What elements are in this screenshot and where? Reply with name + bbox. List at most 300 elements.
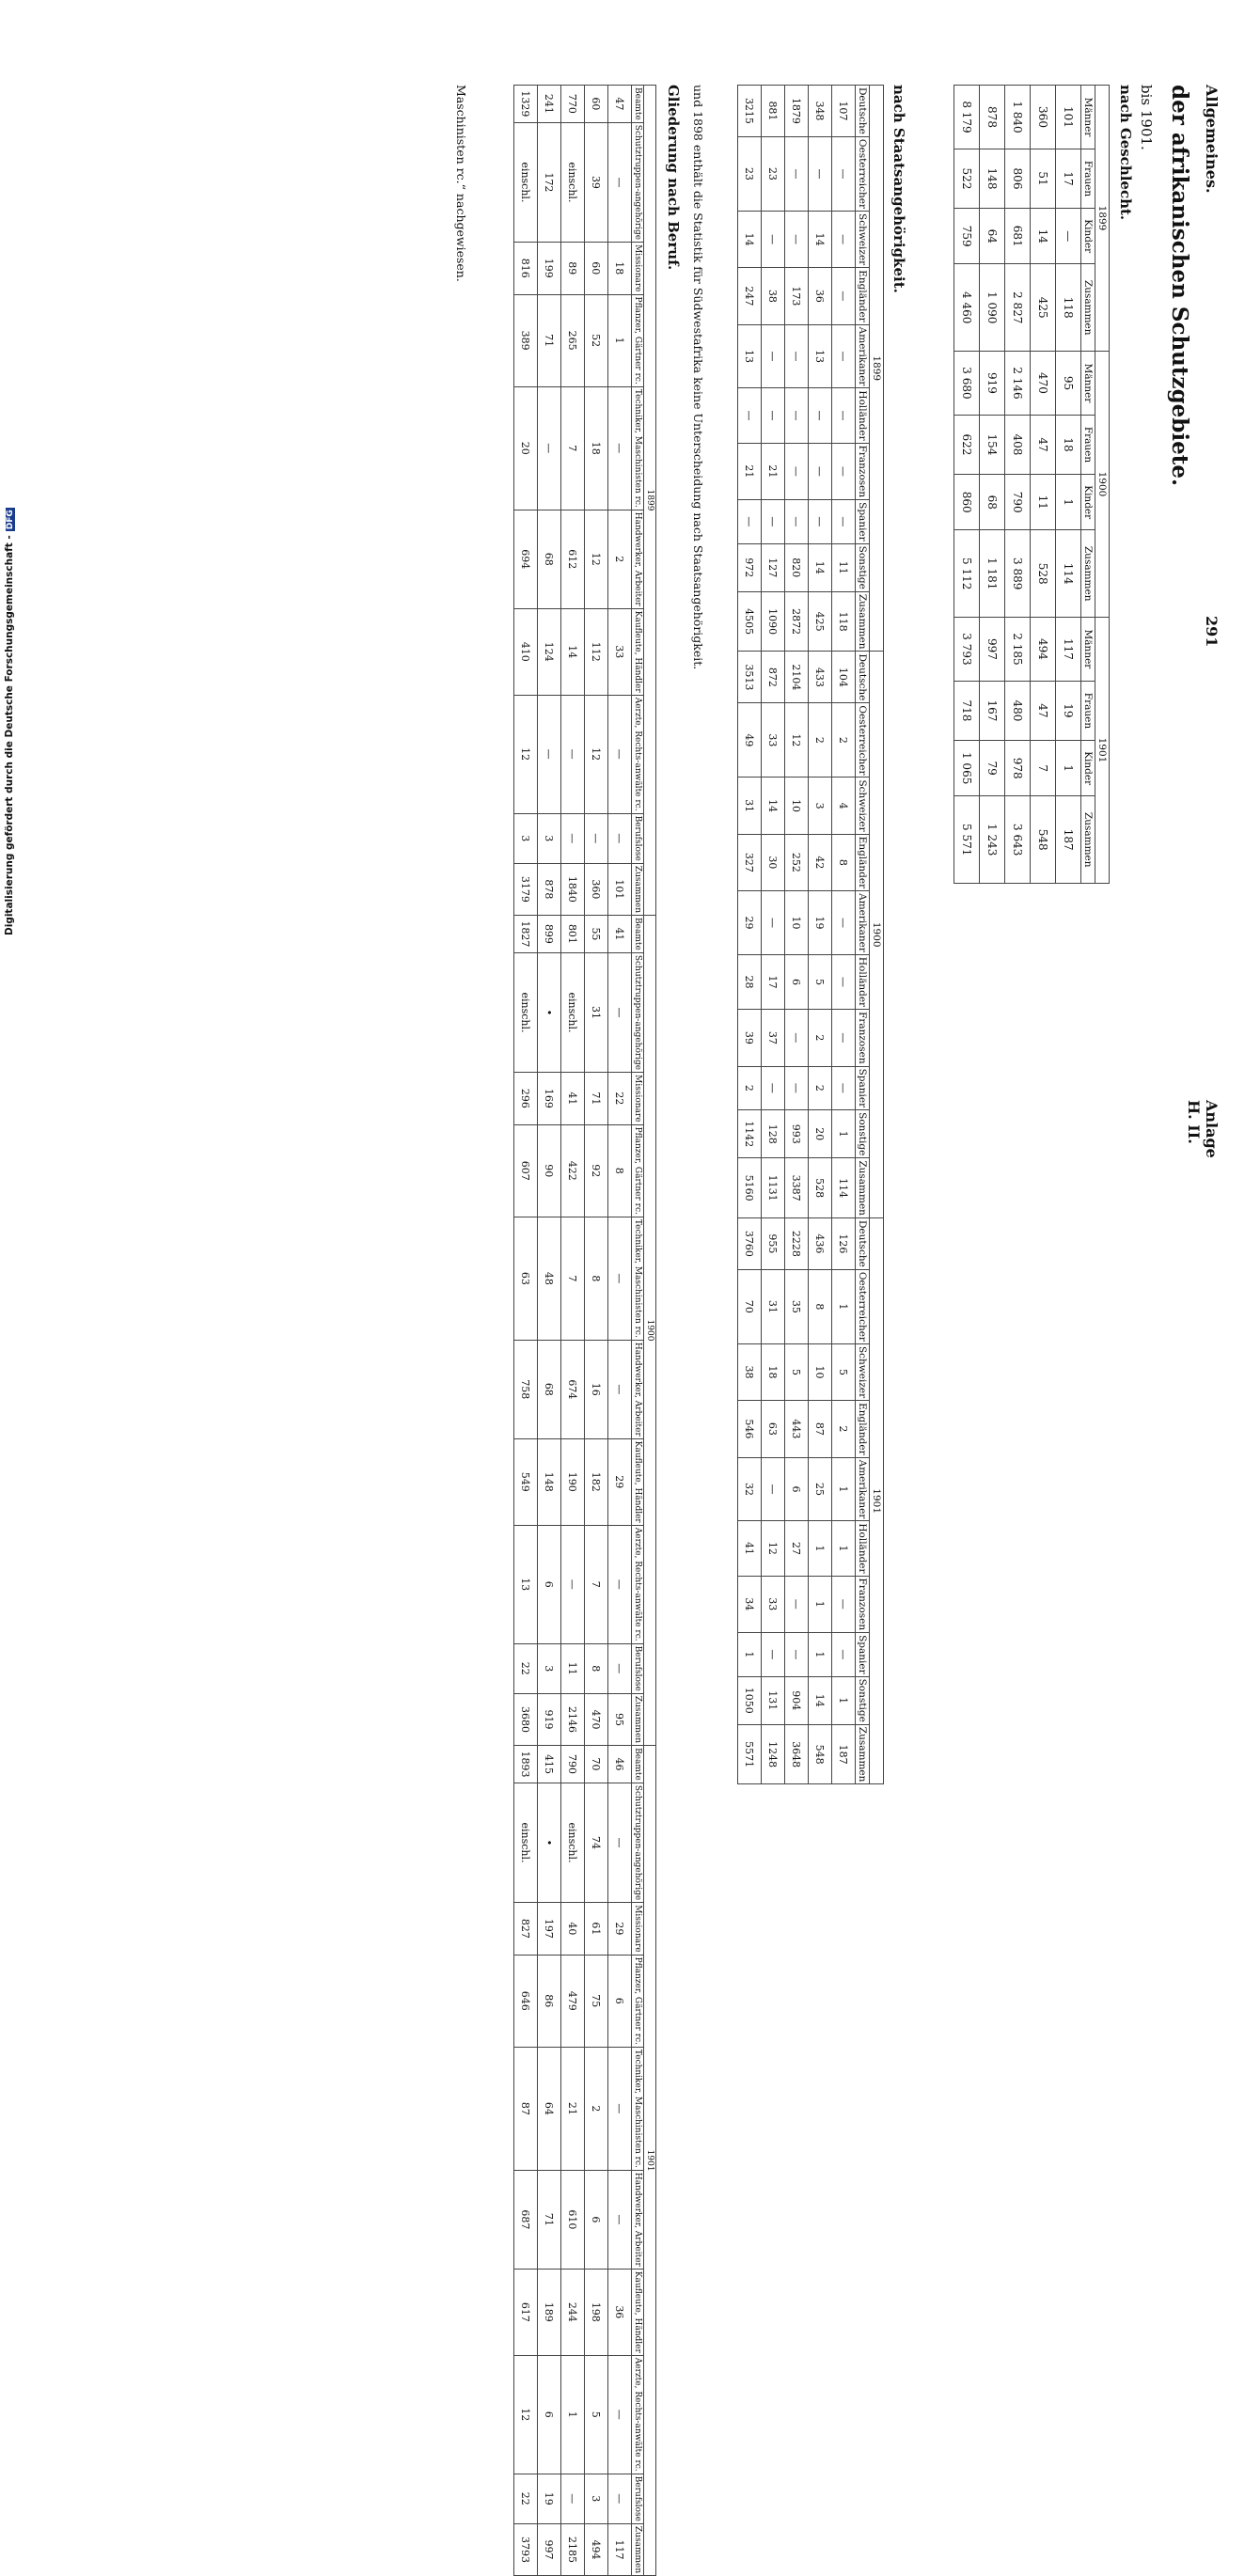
table-cell: 64 (538, 2047, 561, 2170)
table-cell: 13 (738, 324, 762, 388)
table-cell: — (832, 443, 856, 500)
table-cell: 41 (608, 916, 632, 953)
year-header: 1900 (870, 652, 884, 1217)
table-cell: 87 (514, 2047, 538, 2170)
column-header: Spanier (856, 500, 870, 544)
column-header: Schutztruppen-angehörige (632, 952, 644, 1072)
table-cell: 128 (762, 1110, 785, 1158)
column-header: Zusammen (632, 1693, 644, 1745)
table-row (738, 86, 762, 1784)
table-cell: 10 (809, 1343, 832, 1400)
table-cell: 14 (809, 1676, 832, 1724)
table-cell: 878 (538, 863, 561, 915)
table-cell: 17 (762, 954, 785, 1009)
table-cell: — (832, 324, 856, 388)
column-header: Schweizer (856, 212, 870, 268)
table-cell: 2872 (785, 591, 809, 652)
table-cell: 71 (538, 2170, 561, 2269)
table-cell: 758 (514, 1340, 538, 1438)
table-cell: 60 (585, 86, 608, 123)
table-cell: 71 (538, 294, 561, 386)
table-cell: 28 (738, 954, 762, 1009)
table-cell: 1 (1056, 474, 1081, 530)
table-cell: 816 (514, 243, 538, 294)
table-cell: 47 (1031, 681, 1056, 740)
table-cell: — (832, 954, 856, 1009)
table-cell: 801 (561, 916, 585, 953)
column-header: Berufslose (632, 1643, 644, 1693)
table-cell: 389 (514, 294, 538, 386)
table-cell: 470 (1031, 351, 1056, 415)
table-cell: 11 (561, 1643, 585, 1693)
table-cell: 2 (809, 1010, 832, 1067)
table-cell: 3 680 (954, 351, 980, 415)
section-sex-title: nach Geschlecht. (1117, 85, 1134, 221)
table-cell: — (832, 500, 856, 544)
table-cell: einschl. (514, 1783, 538, 1902)
table-cell: 112 (585, 608, 608, 695)
table-cell: 7 (561, 386, 585, 510)
table-cell: 348 (809, 86, 832, 137)
table-cell: 19 (538, 2474, 561, 2523)
year-header: 1901 (644, 1746, 656, 2576)
table-cell: 860 (954, 474, 980, 530)
table-cell: 118 (832, 591, 856, 652)
table-cell: 1 (809, 1521, 832, 1576)
table-cell: 425 (809, 591, 832, 652)
table-cell: 2 (809, 1066, 832, 1110)
table-cell: 5 (785, 1343, 809, 1400)
table-cell: 1 065 (954, 740, 980, 796)
table-cell: 19 (1056, 681, 1081, 740)
header-left: Allgemeines. (1203, 85, 1221, 194)
column-header: Sonstige (856, 1110, 870, 1158)
table-cell: — (832, 1066, 856, 1110)
column-header: Techniker, Maschinisten rc. (632, 2047, 644, 2170)
table-cell: 11 (1031, 474, 1056, 530)
table-cell: 820 (785, 543, 809, 591)
table-cell: 4505 (738, 591, 762, 652)
table-cell: 8 (585, 1217, 608, 1340)
table-cell: 79 (980, 740, 1005, 796)
table-cell: 104 (832, 652, 856, 703)
table-cell: 14 (738, 212, 762, 268)
table-cell: 29 (608, 1903, 632, 1955)
note-1898: und 1898 enthält die Statistik für Südwestafrika keine Unterscheidung nach Staatsangehörigkeit. (691, 85, 705, 670)
table-cell: 33 (762, 703, 785, 778)
table-cell: 2 (585, 2047, 608, 2170)
table-cell: 48 (538, 1217, 561, 1340)
table-cell: 107 (832, 86, 856, 137)
table-cell: 40 (561, 1903, 585, 1955)
year-header: 1900 (1095, 351, 1110, 617)
table-cell: 169 (538, 1073, 561, 1124)
table-cell: 16 (585, 1340, 608, 1438)
table-cell: 790 (561, 1746, 585, 1783)
table-cell: 61 (585, 1903, 608, 1955)
table-cell: 904 (785, 1676, 809, 1724)
table-cell: 3387 (785, 1158, 809, 1218)
table-cell: — (561, 695, 585, 813)
table-cell: 21 (738, 443, 762, 500)
table-cell: 114 (1056, 530, 1081, 617)
column-header: Aerzte, Rechts-anwälte rc. (632, 2355, 644, 2474)
table-cell: — (762, 1066, 785, 1110)
table-cell: 408 (1005, 415, 1031, 474)
table-cell: — (785, 388, 809, 443)
table-cell: 14 (809, 212, 832, 268)
column-header: Zusammen (856, 1158, 870, 1218)
table-cell: 86 (538, 1955, 561, 2047)
column-header: Holländer (856, 1521, 870, 1576)
table-cell: 36 (608, 2269, 632, 2355)
table-cell: — (762, 1457, 785, 1521)
table-cell: 34 (738, 1576, 762, 1633)
column-header: Oesterreicher (856, 1269, 870, 1343)
table-cell: 1 (1056, 740, 1081, 796)
table-row (762, 86, 785, 1784)
column-header: Sonstige (856, 543, 870, 591)
table-cell: — (585, 813, 608, 863)
footer-text: Digitalisierung gefördert durch die Deutsche Forschungsgemeinschaft - (4, 535, 15, 935)
column-header: Zusammen (856, 591, 870, 652)
table-cell: 6 (585, 2170, 608, 2269)
page-title: der afrikanischen Schutzgebiete. (1167, 85, 1192, 487)
column-header: Beamte (632, 916, 644, 953)
column-header: Frauen (1081, 681, 1095, 740)
table-cell: einschl. (561, 122, 585, 242)
table-cell: 4 (832, 778, 856, 834)
table-cell: — (785, 212, 809, 268)
table-cell: 1 (832, 1269, 856, 1343)
column-header: Zusammen (1081, 530, 1095, 617)
table-cell: 68 (980, 474, 1005, 530)
table-cell: 52 (585, 294, 608, 386)
column-header: Holländer (856, 388, 870, 443)
table-cell: einschl. (514, 952, 538, 1072)
table-cell: 148 (980, 149, 1005, 209)
table-cell: — (785, 500, 809, 544)
table-cell: 2 (832, 1401, 856, 1457)
column-header: Zusammen (1081, 264, 1095, 351)
table-row (514, 86, 538, 2576)
column-header: Deutsche (856, 86, 870, 137)
table-cell: — (762, 1633, 785, 1677)
table-cell: 548 (1031, 796, 1056, 884)
table-cell: 33 (608, 608, 632, 695)
table-cell: 2185 (561, 2523, 585, 2575)
table-cell: 199 (538, 243, 561, 294)
table-cell: 68 (538, 510, 561, 608)
year-header: 1899 (1095, 86, 1110, 352)
table-cell: — (561, 2474, 585, 2523)
table-cell: 790 (1005, 474, 1031, 530)
table-cell: 7 (585, 1525, 608, 1643)
table-cell: — (785, 324, 809, 388)
table-cell: 12 (585, 510, 608, 608)
table-cell: 433 (809, 652, 832, 703)
table-cell: 3 (538, 813, 561, 863)
table-cell: 681 (1005, 208, 1031, 264)
table-cell: 955 (762, 1217, 785, 1269)
table-cell: 22 (514, 2474, 538, 2523)
table-cell: 17 (1056, 149, 1081, 209)
column-header: Missionare (632, 1073, 644, 1124)
table-cell: — (832, 1633, 856, 1677)
table-cell: — (785, 136, 809, 211)
year-header: 1901 (870, 1217, 884, 1783)
column-header: Schweizer (856, 778, 870, 834)
table-cell: 63 (762, 1401, 785, 1457)
table-cell: 35 (785, 1269, 809, 1343)
table-cell: 978 (1005, 740, 1031, 796)
table-cell: — (762, 212, 785, 268)
table-cell: 252 (785, 834, 809, 890)
table-cell: — (785, 1576, 809, 1633)
column-header: Berufslose (632, 2474, 644, 2523)
table-cell: 360 (585, 863, 608, 915)
subtitle-period: bis 1901. (1138, 85, 1155, 150)
table-cell: 1 (809, 1633, 832, 1677)
dfg-logo: DFG (6, 510, 15, 530)
table-cell: 1879 (785, 86, 809, 137)
table-cell: 41 (561, 1073, 585, 1124)
note-bottom: Maschinisten rc.“ nachgewiesen. (454, 85, 468, 282)
table-cell: 55 (585, 916, 608, 953)
table-row (1031, 86, 1056, 884)
table-cell: 33 (762, 1576, 785, 1633)
table-cell: 117 (608, 2523, 632, 2575)
table-cell: 3215 (738, 86, 762, 137)
table-cell: 167 (980, 681, 1005, 740)
table-cell: 172 (538, 122, 561, 242)
table-cell: 1 (738, 1633, 762, 1677)
rotated-sheet (94, 66, 1232, 2574)
table-cell: — (561, 813, 585, 863)
table-row (561, 86, 585, 2576)
table-cell: 1090 (762, 591, 785, 652)
table-cell: 1 (832, 1676, 856, 1724)
table-cell: 23 (738, 136, 762, 211)
column-header: Aerzte, Rechts-anwälte rc. (632, 695, 644, 813)
table-cell: 30 (762, 834, 785, 890)
table-cell: • (538, 1783, 561, 1902)
table-cell: — (608, 2047, 632, 2170)
table-row (608, 86, 632, 2576)
table-cell: — (1056, 208, 1081, 264)
table-cell: 5160 (738, 1158, 762, 1218)
column-header-row (1081, 86, 1095, 884)
table-cell: 3 643 (1005, 796, 1031, 884)
table-row (809, 86, 832, 1784)
column-header: Franzosen (856, 443, 870, 500)
column-header: Oesterreicher (856, 703, 870, 778)
table-cell: 71 (585, 1073, 608, 1124)
table-cell: 1 090 (980, 264, 1005, 351)
table-cell: 87 (809, 1401, 832, 1457)
table-cell: — (809, 136, 832, 211)
column-header: Zusammen (1081, 796, 1095, 884)
table-cell: — (738, 500, 762, 544)
column-header: Pflanzer, Gärtner rc. (632, 294, 644, 386)
table-cell: 244 (561, 2269, 585, 2355)
table-cell: 3513 (738, 652, 762, 703)
table-cell: 31 (738, 778, 762, 834)
table-cell: 60 (585, 243, 608, 294)
table-cell: 13 (809, 324, 832, 388)
table-cell: — (832, 136, 856, 211)
table-cell: 47 (1031, 415, 1056, 474)
table-cell: 674 (561, 1340, 585, 1438)
table-row (1056, 86, 1081, 884)
table-cell: 12 (585, 695, 608, 813)
table-cell: 993 (785, 1110, 809, 1158)
table-cell: — (608, 2170, 632, 2269)
table-cell: — (608, 1340, 632, 1438)
table-cell: 21 (561, 2047, 585, 2170)
column-header: Handwerker, Arbeiter (632, 510, 644, 608)
column-header: Amerikaner (856, 1457, 870, 1521)
table-cell: 2 827 (1005, 264, 1031, 351)
table-cell: 182 (585, 1438, 608, 1525)
table-cell: 1248 (762, 1724, 785, 1784)
table-cell: 22 (608, 1073, 632, 1124)
table-cell: 528 (1031, 530, 1056, 617)
column-header: Kaufleute, Händler (632, 2269, 644, 2355)
table-cell: 470 (585, 1693, 608, 1745)
table-cell: 92 (585, 1124, 608, 1217)
table-cell: 8 (809, 1269, 832, 1343)
table-cell: 12 (785, 703, 809, 778)
table-cell: 241 (538, 86, 561, 123)
table-cell: — (561, 1525, 585, 1643)
column-header: Engländer (856, 268, 870, 324)
table-cell: 1893 (514, 1746, 538, 1783)
table-row (832, 86, 856, 1784)
table-cell: 29 (738, 891, 762, 955)
table-cell: 1 840 (1005, 86, 1031, 149)
table-cell: 7 (561, 1217, 585, 1340)
table-cell: 114 (832, 1158, 856, 1218)
table-cell: einschl. (514, 122, 538, 242)
table-cell: 919 (538, 1693, 561, 1745)
table-cell: 694 (514, 510, 538, 608)
table-cell: 118 (1056, 264, 1081, 351)
table-cell: 2146 (561, 1693, 585, 1745)
table-cell: 63 (514, 1217, 538, 1340)
table-cell: 29 (608, 1438, 632, 1525)
table-cell: — (608, 813, 632, 863)
table-cell: — (785, 443, 809, 500)
table-cell: 10 (785, 778, 809, 834)
table-cell: — (608, 1643, 632, 1693)
table-cell: 549 (514, 1438, 538, 1525)
table-cell: 1 (832, 1521, 856, 1576)
column-header: Missionare (632, 1903, 644, 1955)
table-cell: 479 (561, 1955, 585, 2047)
table-cell: 494 (585, 2523, 608, 2575)
table-cell: 1050 (738, 1676, 762, 1724)
section-nationality-title: nach Staatsangehörigkeit. (890, 85, 907, 293)
table-cell: 899 (538, 916, 561, 953)
column-header: Zusammen (632, 863, 644, 915)
table-cell: 2 146 (1005, 351, 1031, 415)
column-header: Schutztruppen-angehörige (632, 122, 644, 242)
table-cell: — (608, 386, 632, 510)
column-header: Missionare (632, 243, 644, 294)
table-cell: 131 (762, 1676, 785, 1724)
table-cell: 3 (585, 2474, 608, 2523)
table-cell: 18 (762, 1343, 785, 1400)
table-cell: 25 (809, 1457, 832, 1521)
table-cell: 75 (585, 1955, 608, 2047)
table-cell: 3793 (514, 2523, 538, 2575)
table-cell: 198 (585, 2269, 608, 2355)
table-cell: 617 (514, 2269, 538, 2355)
table-cell: 2 185 (1005, 617, 1031, 681)
table-cell: 622 (954, 415, 980, 474)
table-cell: — (809, 443, 832, 500)
table-cell: • (538, 952, 561, 1072)
table-cell: — (832, 212, 856, 268)
table-cell: — (608, 1525, 632, 1643)
table-cell: 443 (785, 1401, 809, 1457)
table-row (538, 86, 561, 2576)
column-header: Männer (1081, 351, 1095, 415)
table-cell: 36 (809, 268, 832, 324)
table-cell: 6 (538, 1525, 561, 1643)
table-cell: 1 (608, 294, 632, 386)
table-cell: 20 (809, 1110, 832, 1158)
table-row (1005, 86, 1031, 884)
table-cell: — (608, 1783, 632, 1902)
table-cell: 32 (738, 1457, 762, 1521)
table-cell: 415 (538, 1746, 561, 1783)
table-cell: 1840 (561, 863, 585, 915)
table-cell: — (762, 891, 785, 955)
column-header: Berufslose (632, 813, 644, 863)
year-header-row (1095, 86, 1110, 884)
table-cell: 1 (561, 2355, 585, 2474)
table-cell: 247 (738, 268, 762, 324)
table-cell: 189 (538, 2269, 561, 2355)
table-cell: 2 (738, 1066, 762, 1110)
table-cell: 494 (1031, 617, 1056, 681)
year-header-row (870, 86, 884, 1784)
table-cell: 49 (738, 703, 762, 778)
column-header: Engländer (856, 1401, 870, 1457)
table-cell: 3 (538, 1643, 561, 1693)
table-cell: 12 (514, 695, 538, 813)
table-cell: — (832, 268, 856, 324)
table-cell: 5571 (738, 1724, 762, 1784)
column-header: Kinder (1081, 208, 1095, 264)
table-cell: — (832, 1010, 856, 1067)
table-cell: 23 (762, 136, 785, 211)
table-cell: 11 (832, 543, 856, 591)
table-cell: 972 (738, 543, 762, 591)
column-header: Kaufleute, Händler (632, 608, 644, 695)
table-cell: 759 (954, 208, 980, 264)
table-cell: 14 (561, 608, 585, 695)
column-header: Deutsche (856, 652, 870, 703)
table-cell: 126 (832, 1217, 856, 1269)
table-cell: 1142 (738, 1110, 762, 1158)
table-cell: 1 (809, 1576, 832, 1633)
table-cell: — (608, 2355, 632, 2474)
table-cell: einschl. (561, 952, 585, 1072)
table-cell: — (785, 1633, 809, 1677)
